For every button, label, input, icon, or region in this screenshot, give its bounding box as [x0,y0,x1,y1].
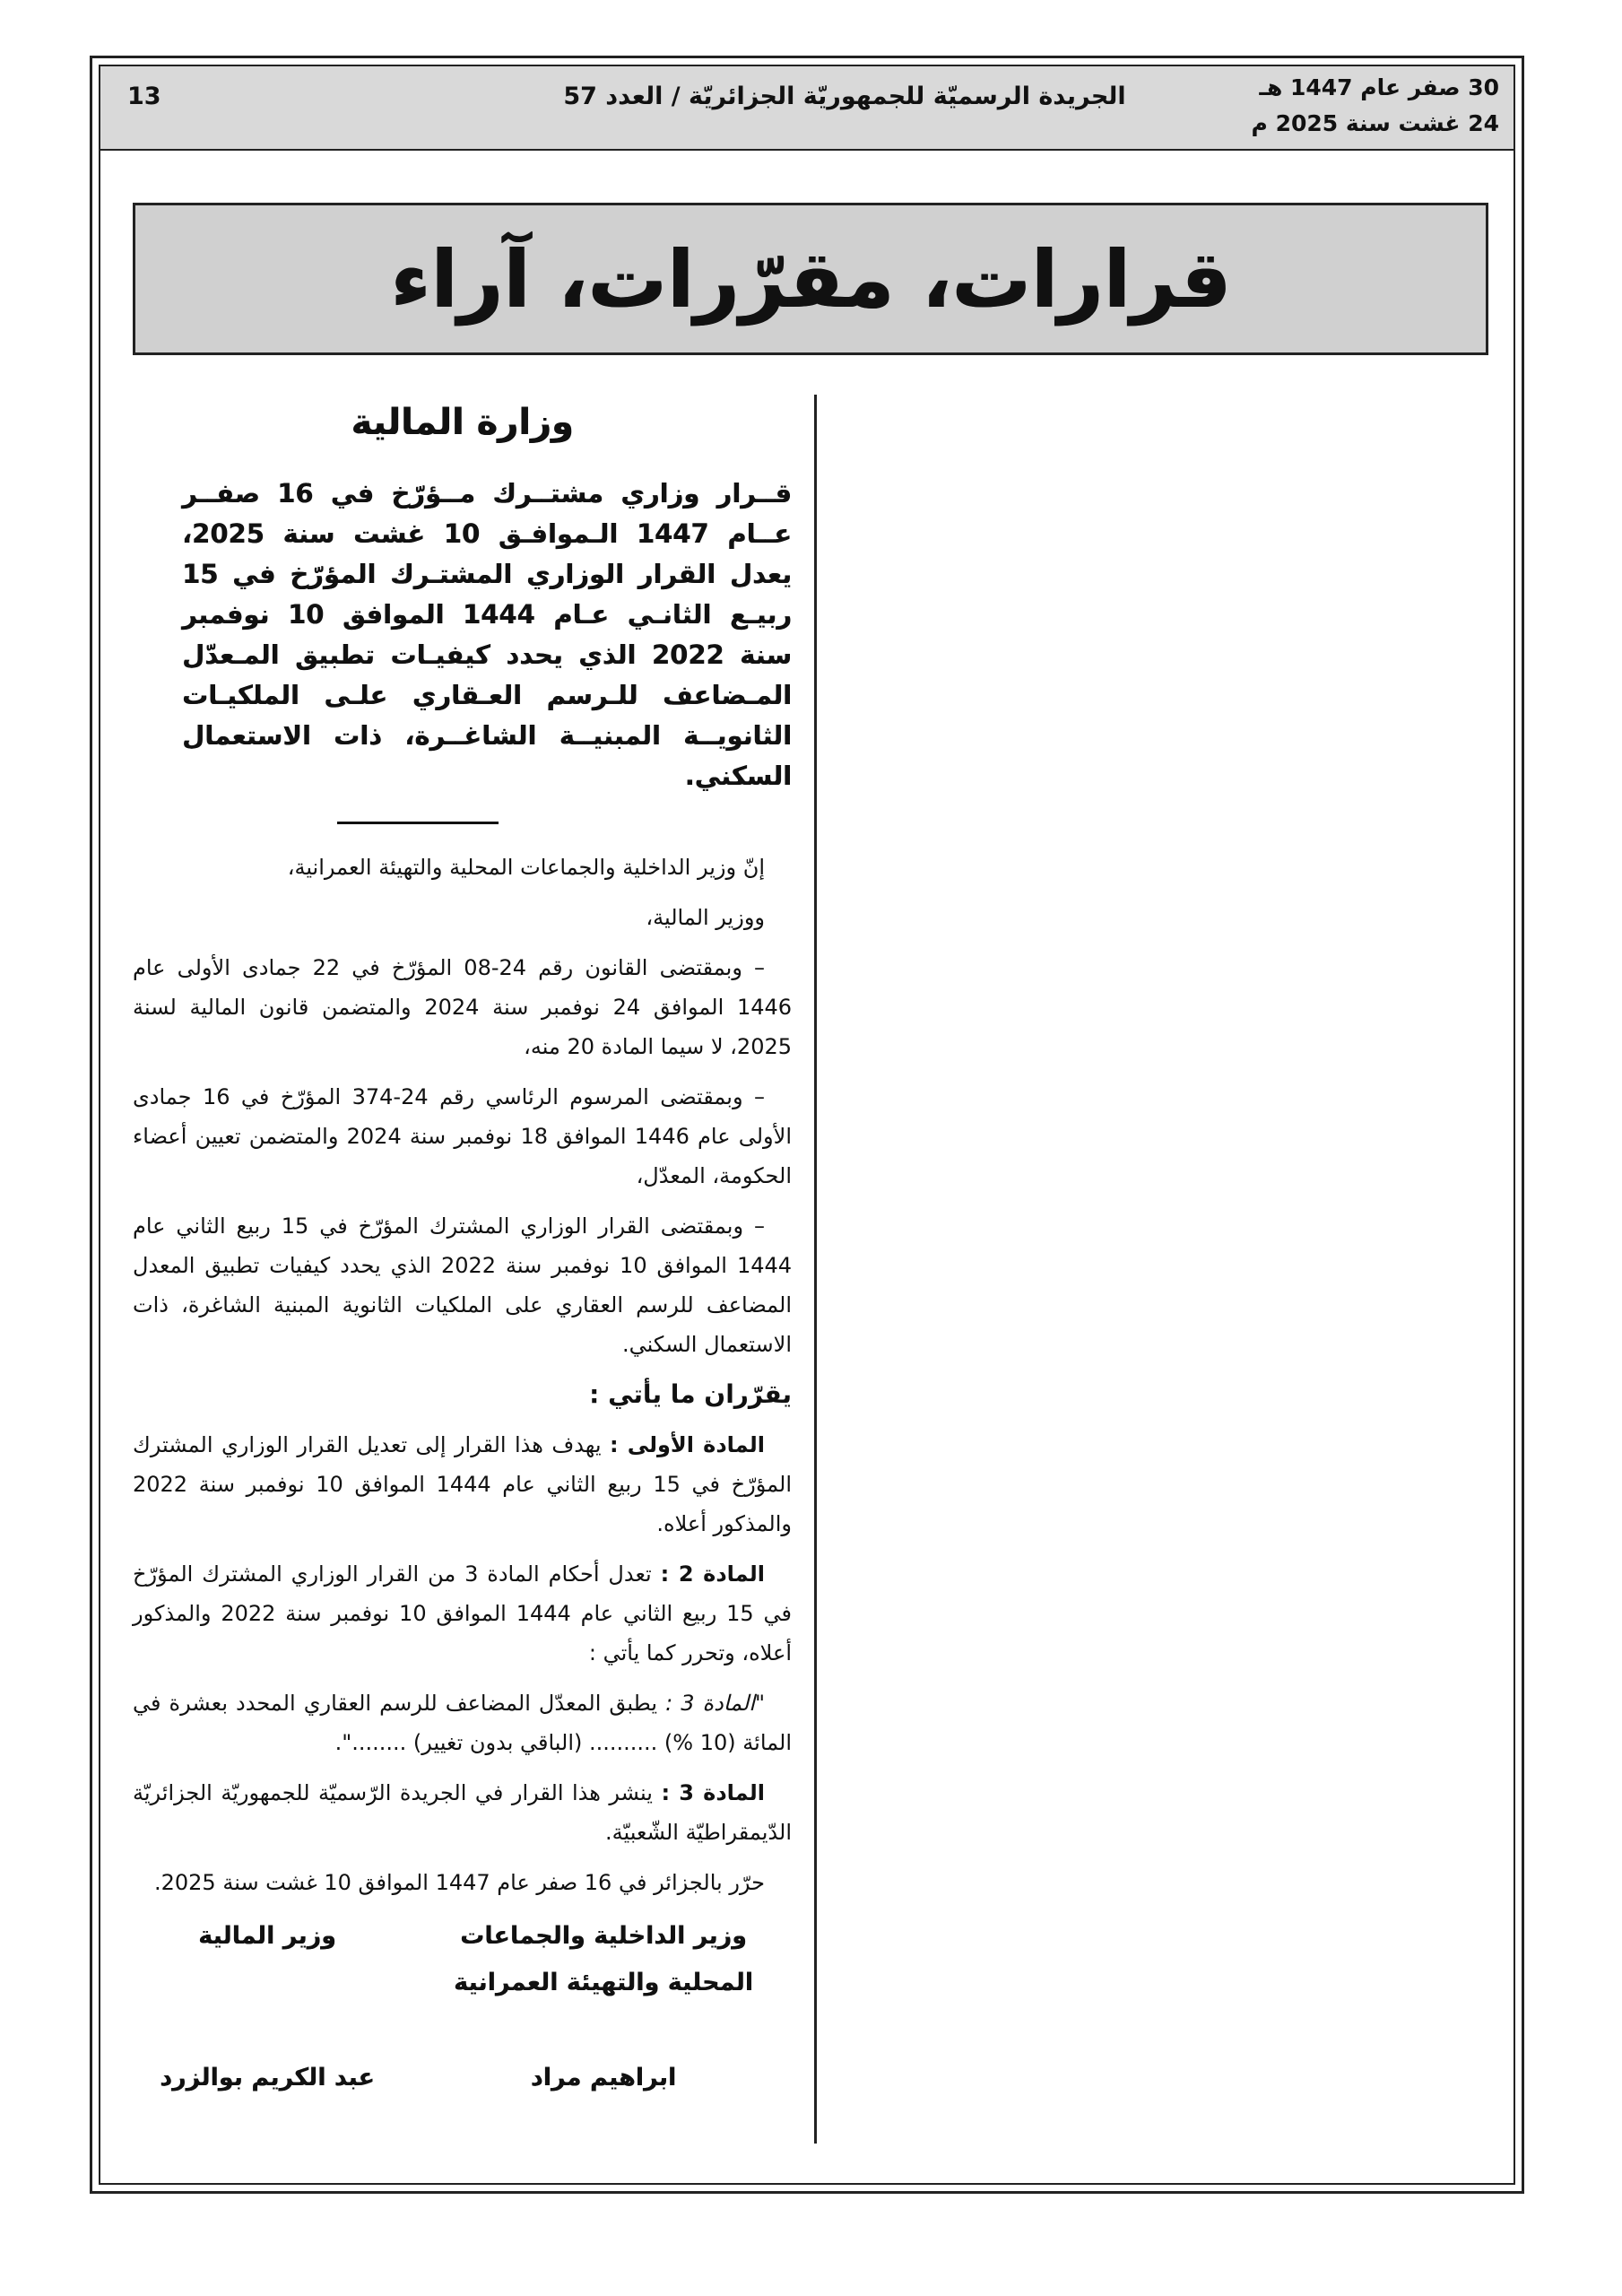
article-3-label: المادة 3 : [661,1780,765,1805]
article-2-label: المادة 2 : [660,1561,765,1587]
decision-title: قــرار وزاري مشتــرك مــؤرّخ في 16 صفــر عــام 1447 الـموافـق 10 غشت سنة 2025، يعدل القرار الوزاري المشتـرك المؤرّخ في 15 ربيـع الثانـي عـام 1444 الموافق 10 نوفمبر سنة 2022 الذي يحدد كيفيـات تطبيق المـعدّل المـضاعف للـرسم العـقاري علـى الملكيـات الثانويــة المبنيــة الشاغــرة، ذات الاستعمال السكني. [182,478,793,791]
ministry-heading: وزارة المالية [351,402,574,443]
signatory-left-name: عبد الكريم بوالزرد [160,2064,375,2092]
journal-title: الجريدة الرسميّة للجمهوريّة الجزائريّة / العدد 57 [563,83,1126,110]
intro-paragraph-2: ووزير المالية، [646,905,765,930]
section-title: قرارات، مقرّرات، آراء [390,232,1231,326]
signature-block [133,1913,792,2101]
gregorian-date: 24 غشت سنة 2025 م [1251,110,1499,136]
column-divider [814,395,817,2144]
decide-heading: يقرّران ما يأتي : [589,1379,792,1409]
article-3 [133,1773,792,1852]
quoted-article [133,1683,792,1762]
article-3-text: ينشر هذا القرار في الجريدة الرّسميّة للجمهوريّة الجزائريّة الدّيمقراطيّة الشّعبيّة. [133,1780,792,1845]
article-1-text: يهدف هذا القرار إلى تعديل القرار الوزاري المشترك المؤرّخ في 15 ربيع الثاني عام 1444 الموافق 10 نوفمبر سنة 2022 والمذكور أعلاه. [133,1432,793,1536]
section-banner [133,203,1488,355]
visa-paragraph-3: – وبمقتضى القرار الوزاري المشترك المؤرّخ في 15 ربيع الثاني عام 1444 الموافق 10 نوفمبر سنة 2022 الذي يحدد كيفيات تطبيق المعدل المضاعف للرسم العقاري على الملكيات الثانوية المبنية الشاغرة، ذات الاستعمال السكني. [133,1213,793,1357]
visa-paragraph-1: – وبمقتضى القانون رقم 24-08 المؤرّخ في 22 جمادى الأولى عام 1446 الموافق 24 نوفمبر سنة 2024 والمتضمن قانون المالية لسنة 2025، لا سيما المادة 20 منه، [133,955,793,1059]
hijri-date: 30 صفر عام 1447 هـ [1259,74,1499,100]
quoted-article-text: يطبق المعدّل المضاعف للرسم العقاري المحدد بعشرة في المائة (10 %) .......... (الباقي بدون تغيير) ........". [133,1691,792,1755]
intro-paragraph: إنّ وزير الداخلية والجماعات المحلية والتهيئة العمرانية، [287,855,765,880]
article-1 [133,1425,792,1544]
decision-column [133,395,792,2101]
article-2 [133,1554,792,1673]
done-at: حرّر بالجزائر في 16 صفر عام 1447 الموافق 10 غشت سنة 2025. [153,1870,765,1895]
article-1-label: المادة الأولى : [609,1432,765,1457]
signatory-right-name: ابراهيم مراد [530,2064,677,2092]
visa-paragraph-2: – وبمقتضى المرسوم الرئاسي رقم 24-374 المؤرّخ في 16 جمادى الأولى عام 1446 الموافق 18 نوفمبر سنة 2024 والمتضمن تعيين أعضاء الحكومة، المعدّل، [133,1084,792,1188]
article-2-text: تعدل أحكام المادة 3 من القرار الوزاري المشترك المؤرّخ في 15 ربيع الثاني عام 1444 الموافق 10 نوفمبر سنة 2022 والمذكور أعلاه، وتحرر كما يأتي : [133,1561,793,1665]
header-dates [1227,70,1514,142]
signatory-left-title: وزير المالية [198,1922,336,1950]
title-separator [337,822,499,824]
page-number: 13 [127,83,161,110]
quoted-article-label: "المادة 3 : [665,1691,765,1716]
signatory-right-title: وزير الداخلية والجماعات المحلية والتهيئة العمرانية [454,1922,753,1996]
journal-header [100,66,1514,151]
